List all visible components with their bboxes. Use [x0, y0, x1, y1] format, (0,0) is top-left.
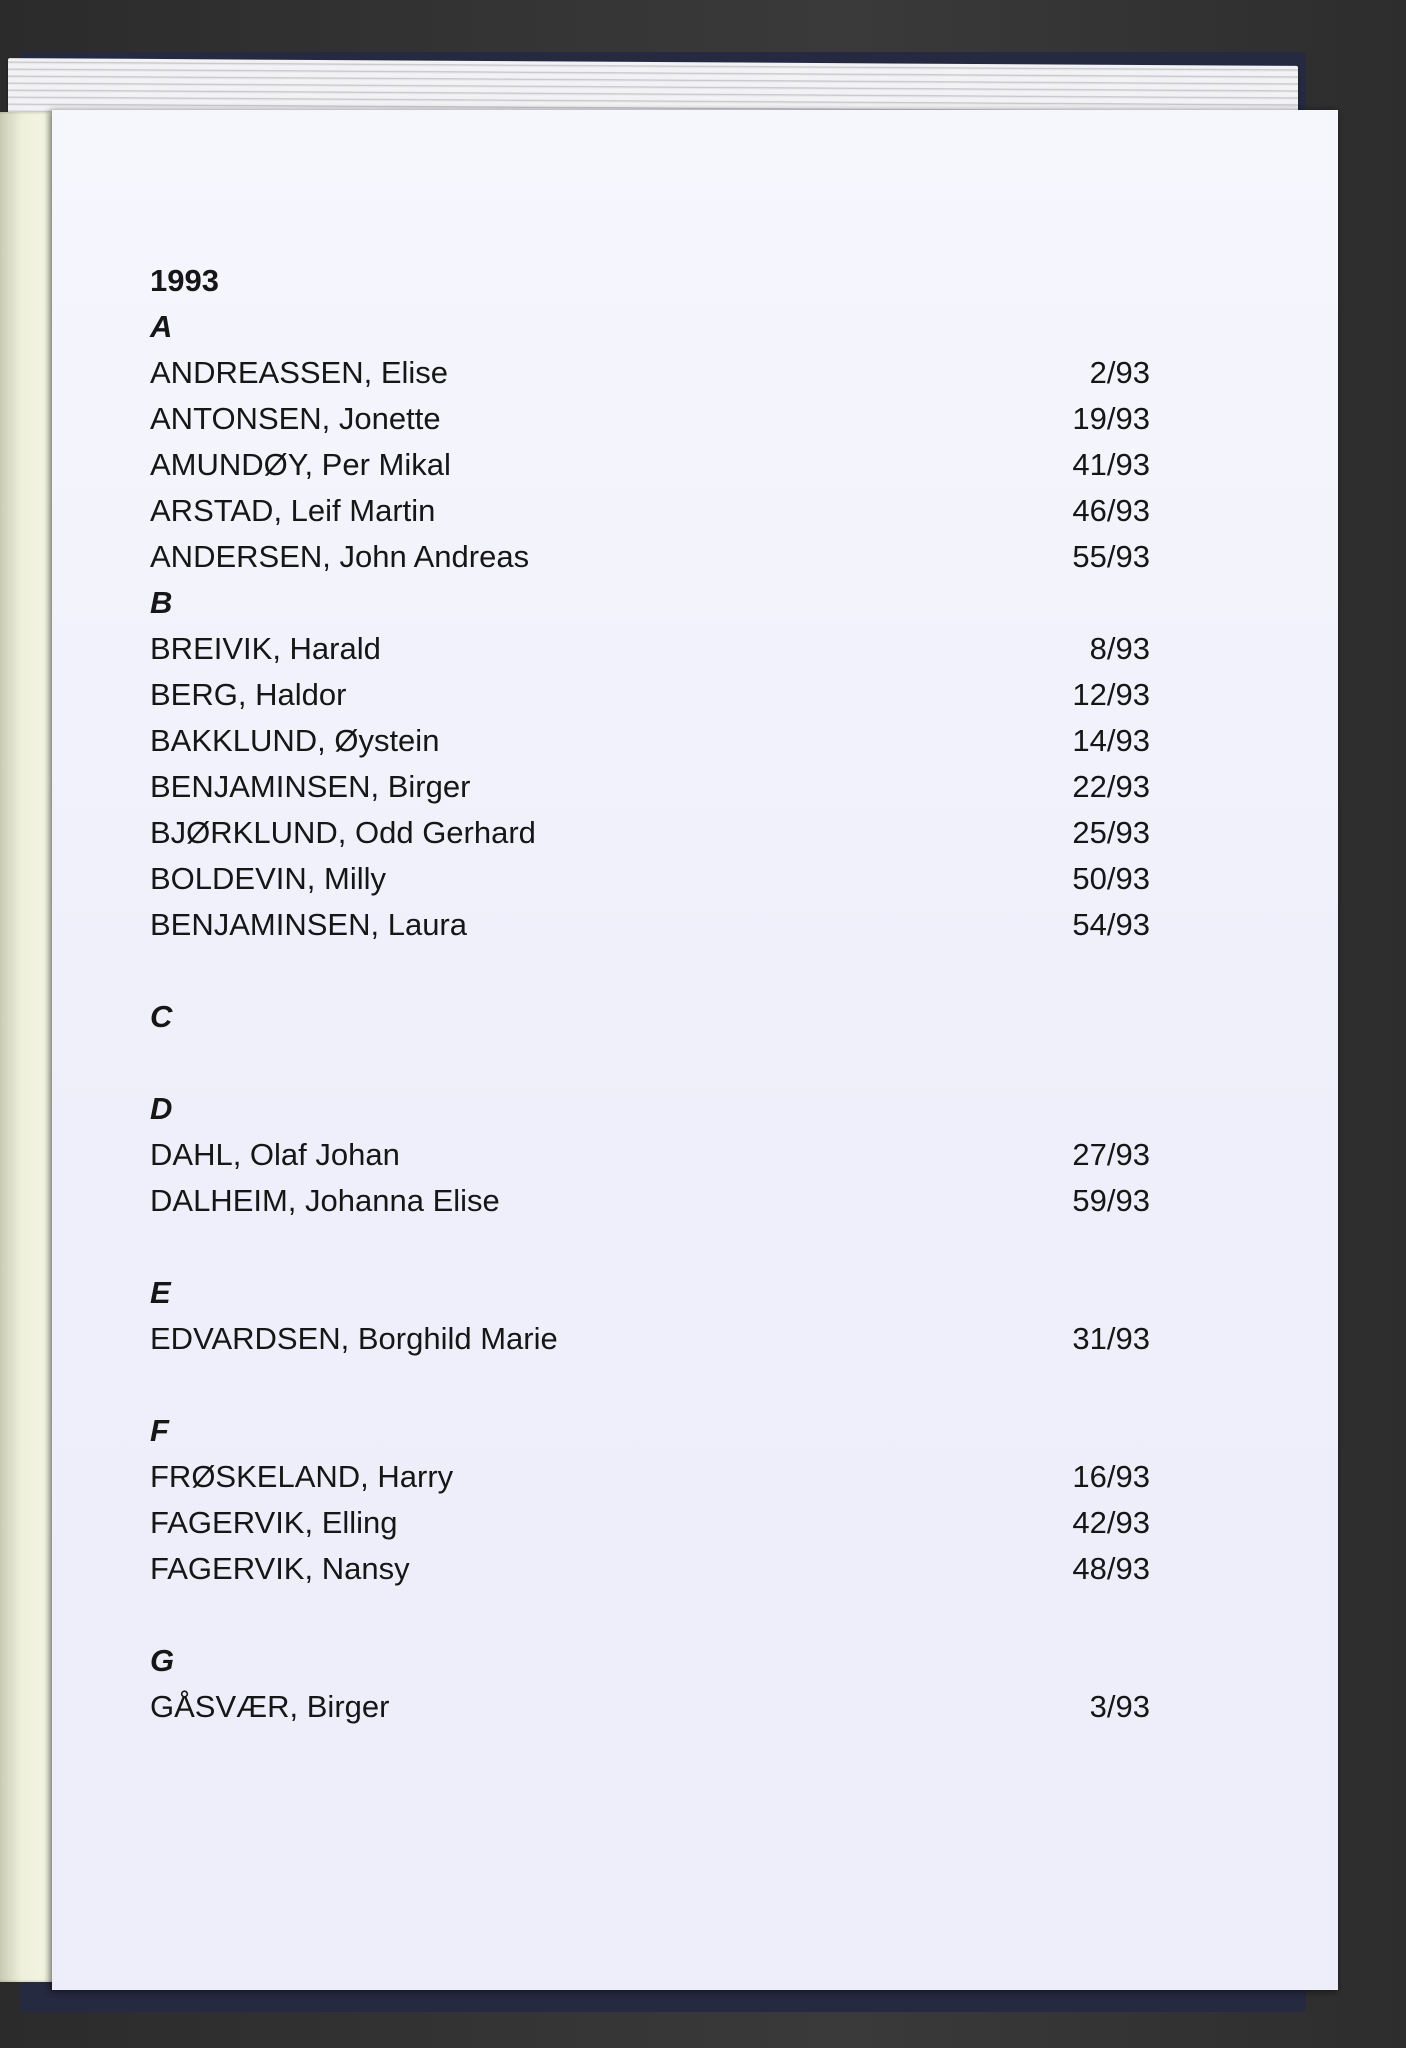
index-entry [150, 396, 1150, 442]
index-content [150, 258, 1150, 1730]
entry-name: AMUNDØY, Per Mikal [150, 447, 451, 482]
entry-ref: 16/93 [1072, 1459, 1150, 1494]
entry-ref: 25/93 [1072, 815, 1150, 850]
index-entry [150, 442, 1150, 488]
entry-ref: 48/93 [1072, 1551, 1150, 1586]
entry-ref: 14/93 [1072, 723, 1150, 758]
index-entry [150, 856, 1150, 902]
entry-name: BAKKLUND, Øystein [150, 723, 440, 758]
index-entry [150, 1684, 1150, 1730]
section-letter-g: G [150, 1643, 175, 1678]
entry-ref: 55/93 [1072, 539, 1150, 574]
entry-name: BOLDEVIN, Milly [150, 861, 386, 896]
section-spacer [150, 1224, 1150, 1270]
entry-ref: 27/93 [1072, 1137, 1150, 1172]
section-spacer [150, 1592, 1150, 1638]
entry-name: FAGERVIK, Nansy [150, 1551, 410, 1586]
section-letter-d: D [150, 1091, 173, 1126]
entry-name: ANDERSEN, John Andreas [150, 539, 530, 574]
index-entry [150, 534, 1150, 580]
index-entry [150, 1132, 1150, 1178]
index-year: 1993 [150, 263, 219, 298]
index-entry [150, 488, 1150, 534]
entry-name: FRØSKELAND, Harry [150, 1459, 454, 1494]
entry-name: BENJAMINSEN, Birger [150, 769, 471, 804]
index-entry [150, 1316, 1150, 1362]
section-spacer [150, 948, 1150, 994]
section-letter-a: A [150, 309, 173, 344]
entry-ref: 41/93 [1072, 447, 1150, 482]
entry-ref: 42/93 [1072, 1505, 1150, 1540]
section-letter-c: C [150, 999, 173, 1034]
entry-ref: 54/93 [1072, 907, 1150, 942]
index-entry [150, 1500, 1150, 1546]
entry-ref: 12/93 [1072, 677, 1150, 712]
entry-name: EDVARDSEN, Borghild Marie [150, 1321, 558, 1356]
index-entry [150, 1178, 1150, 1224]
index-entry [150, 1454, 1150, 1500]
section-letter-e: E [150, 1275, 171, 1310]
index-entry [150, 764, 1150, 810]
entry-name: BERG, Haldor [150, 677, 347, 712]
index-entry [150, 350, 1150, 396]
index-entry [150, 1546, 1150, 1592]
entry-ref: 59/93 [1072, 1183, 1150, 1218]
entry-name: DALHEIM, Johanna Elise [150, 1183, 500, 1218]
index-entry [150, 718, 1150, 764]
entry-ref: 50/93 [1072, 861, 1150, 896]
entry-ref: 46/93 [1072, 493, 1150, 528]
entry-ref: 8/93 [1089, 631, 1150, 666]
entry-name: BJØRKLUND, Odd Gerhard [150, 815, 536, 850]
index-entry [150, 902, 1150, 948]
entry-name: BENJAMINSEN, Laura [150, 907, 467, 942]
section-letter-f: F [150, 1413, 169, 1448]
index-entry [150, 672, 1150, 718]
entry-name: ANDREASSEN, Elise [150, 355, 449, 390]
entry-name: FAGERVIK, Elling [150, 1505, 398, 1540]
index-entry [150, 626, 1150, 672]
entry-name: ARSTAD, Leif Martin [150, 493, 436, 528]
section-spacer [150, 1362, 1150, 1408]
index-entry [150, 810, 1150, 856]
section-spacer [150, 1040, 1150, 1086]
entry-ref: 31/93 [1072, 1321, 1150, 1356]
index-page [52, 110, 1338, 1990]
entry-name: BREIVIK, Harald [150, 631, 381, 666]
entry-name: ANTONSEN, Jonette [150, 401, 441, 436]
entry-ref: 22/93 [1072, 769, 1150, 804]
entry-name: GÅSVÆR, Birger [150, 1689, 390, 1724]
section-letter-b: B [150, 585, 173, 620]
entry-name: DAHL, Olaf Johan [150, 1137, 400, 1172]
entry-ref: 3/93 [1089, 1689, 1150, 1724]
entry-ref: 19/93 [1072, 401, 1150, 436]
entry-ref: 2/93 [1089, 355, 1150, 390]
